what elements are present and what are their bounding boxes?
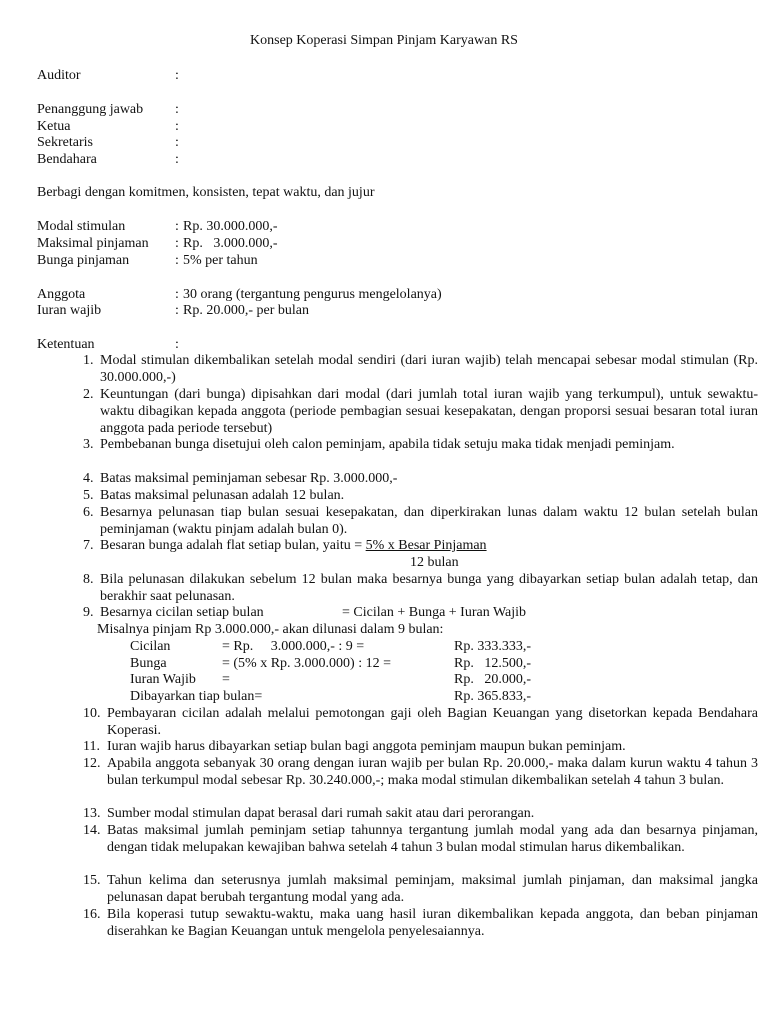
rule-item-14 [83, 823, 758, 857]
rule-number: 1. [83, 353, 94, 368]
calc-result-total: Rp. 365.833,- [454, 689, 531, 704]
calc-expr-bunga: = (5% x Rp. 3.000.000) : 12 = [222, 656, 392, 671]
field-maksimal-pinjaman [37, 236, 737, 253]
rule-text: Besarnya pelunasan tiap bulan sesuai kesepakatan, dan diperkirakan lunas dalam waktu 12 bulan setelah bulan peminjaman (waktu pinjam adalah bulan 0). [100, 505, 758, 537]
ketentuan-heading [37, 337, 737, 354]
field-value: Rp. 3.000.000,- [183, 236, 278, 251]
field-label: Iuran wajib [37, 303, 102, 318]
field-label: Sekretaris [37, 135, 93, 150]
field-label: Auditor [37, 68, 81, 83]
rule-text: Batas maksimal pelunasan adalah 12 bulan. [100, 488, 345, 503]
calc-label-bunga: Bunga [130, 656, 167, 671]
field-separator: : [175, 287, 179, 302]
rule-text: Batas maksimal jumlah peminjam setiap tahunnya tergantung jumlah modal yang ada dan besarnya pinjaman, dengan tidak melupakan kewajiban bahwa setelah 4 tahun 3 bulan modal stimulan harus dikembalikan. [107, 823, 758, 855]
rule-number: 4. [83, 471, 94, 486]
rule-number: 2. [83, 387, 94, 402]
field-value: 30 orang (tergantung pengurus mengelolanya) [183, 287, 442, 302]
example-text: Misalnya pinjam Rp 3.000.000,- akan dilunasi dalam 9 bulan: [97, 622, 444, 637]
calc-expr-iuran: = [222, 672, 230, 687]
ketentuan-separator: : [175, 337, 179, 352]
rule-item-1 [83, 353, 758, 387]
rule-item-7 [83, 538, 758, 555]
rule-number: 9. [83, 605, 94, 620]
rule-text: Iuran wajib harus dibayarkan setiap bulan bagi anggota peminjam maupun bukan peminjam. [107, 739, 626, 754]
rule-text: Bila koperasi tutup sewaktu-waktu, maka uang hasil iuran dikembalikan kepada anggota, dan beban pinjaman diserahkan ke Bagian Keuangan untuk mengelola penyelesaiannya. [107, 907, 758, 939]
field-separator: : [175, 152, 179, 167]
field-sekretaris [37, 135, 737, 152]
rule-item-12 [83, 756, 758, 790]
calc-result-cicilan: Rp. 333.333,- [454, 639, 531, 654]
rule-text: Keuntungan (dari bunga) dipisahkan dari modal (dari jumlah total iuran wajib yang terkumpul), untuk sewaktu-waktu dibagikan kepada anggota (periode pembagian sesuai kesepakatan, dengan proporsi sesuai besaran total iuran anggota pada periode tersebut) [100, 387, 758, 436]
rule-number: 16. [83, 907, 101, 922]
rule-text: Modal stimulan dikembalikan setelah modal sendiri (dari iuran wajib) telah mencapai sebesar modal stimulan (Rp. 30.000.000,-) [100, 353, 758, 385]
field-bendahara [37, 152, 737, 169]
rule-item-16 [83, 907, 758, 941]
ketentuan-label: Ketentuan [37, 337, 95, 352]
rule-text: Sumber modal stimulan dapat berasal dari rumah sakit atau dari perorangan. [107, 806, 535, 821]
rule-number: 11. [83, 739, 100, 754]
field-label: Modal stimulan [37, 219, 126, 234]
field-separator: : [175, 68, 179, 83]
calc-label-iuran: Iuran Wajib [130, 672, 196, 687]
calc-result-iuran: Rp. 20.000,- [454, 672, 531, 687]
rule-item-5 [83, 488, 758, 505]
rule-number: 15. [83, 873, 101, 888]
field-auditor [37, 68, 737, 85]
field-label: Bendahara [37, 152, 97, 167]
field-value: Rp. 30.000.000,- [183, 219, 278, 234]
field-ketua [37, 119, 737, 136]
rule-text: Pembayaran cicilan adalah melalui pemotongan gaji oleh Bagian Keuangan yang disetorkan kepada Bendahara Koperasi. [107, 706, 758, 738]
motto: Berbagi dengan komitmen, konsisten, tepat waktu, dan jujur [37, 185, 375, 200]
rule-number: 5. [83, 488, 94, 503]
rule-text: Tahun kelima dan seterusnya jumlah maksimal peminjam, maksimal jumlah pinjaman, dan maksimal jangka pelunasan dapat berubah tergantung modal yang ada. [107, 873, 758, 905]
field-value: 5% per tahun [183, 253, 258, 268]
installment-formula: = Cicilan + Bunga + Iuran Wajib [342, 605, 527, 620]
calc-expr-cicilan: = Rp. 3.000.000,- : 9 = [222, 639, 365, 654]
field-modal-stimulan [37, 219, 737, 236]
field-bunga-pinjaman [37, 253, 737, 270]
rule-number: 10. [83, 706, 101, 721]
field-separator: : [175, 236, 179, 251]
rule-number: 6. [83, 505, 94, 520]
calc-label-cicilan: Cicilan [130, 639, 171, 654]
rule-item-13 [83, 806, 758, 823]
rule-text: Pembebanan bunga disetujui oleh calon peminjam, apabila tidak setuju maka tidak menjadi peminjam. [100, 437, 675, 452]
field-anggota [37, 287, 737, 304]
field-separator: : [175, 119, 179, 134]
field-label: Maksimal pinjaman [37, 236, 149, 251]
rule-text: Batas maksimal peminjaman sebesar Rp. 3.000.000,- [100, 471, 398, 486]
field-label: Bunga pinjaman [37, 253, 130, 268]
rule-number: 12. [83, 756, 101, 771]
formula-denominator: 12 bulan [410, 555, 459, 570]
field-separator: : [175, 102, 179, 117]
field-iuran-wajib [37, 303, 737, 320]
rule-text: Bila pelunasan dilakukan sebelum 12 bulan maka besarnya bunga yang dibayarkan setiap bulan adalah tetap, dan berakhir saat pelunasan. [100, 572, 758, 604]
rule-item-2 [83, 387, 758, 437]
field-label: Ketua [37, 119, 71, 134]
rule-text: Apabila anggota sebanyak 30 orang dengan iuran wajib per bulan Rp. 20.000,- maka dalam kurun waktu 4 tahun 3 bulan terkumpul modal sebesar Rp. 30.240.000,-; maka modal stimulan dikembalikan setelah 4 tahun 3 bulan. [107, 756, 758, 788]
rule-number: 3. [83, 437, 94, 452]
rule-text: Besaran bunga adalah flat setiap bulan, yaitu = [100, 538, 366, 553]
rule-item-4 [83, 471, 758, 488]
document-title: Konsep Koperasi Simpan Pinjam Karyawan RS [250, 33, 518, 48]
rule-text: Besarnya cicilan setiap bulan [100, 605, 264, 620]
field-separator: : [175, 219, 179, 234]
formula-numerator: 5% x Besar Pinjaman [365, 538, 487, 553]
field-separator: : [175, 253, 179, 268]
rule-item-3 [83, 437, 758, 454]
field-value: Rp. 20.000,- per bulan [183, 303, 309, 318]
rule-number: 8. [83, 572, 94, 587]
calc-result-bunga: Rp. 12.500,- [454, 656, 531, 671]
rule-item-15 [83, 873, 758, 907]
rule-number: 7. [83, 538, 94, 553]
rule-item-8 [83, 572, 758, 606]
field-label: Penanggung jawab [37, 102, 144, 117]
rule-item-6 [83, 505, 758, 539]
rule-item-10 [83, 706, 758, 740]
field-penanggung-jawab [37, 102, 737, 119]
calc-label-total: Dibayarkan tiap bulan= [130, 689, 263, 704]
field-separator: : [175, 135, 179, 150]
field-separator: : [175, 303, 179, 318]
rule-number: 14. [83, 823, 101, 838]
field-label: Anggota [37, 287, 86, 302]
rule-item-11 [83, 739, 758, 756]
rule-number: 13. [83, 806, 101, 821]
